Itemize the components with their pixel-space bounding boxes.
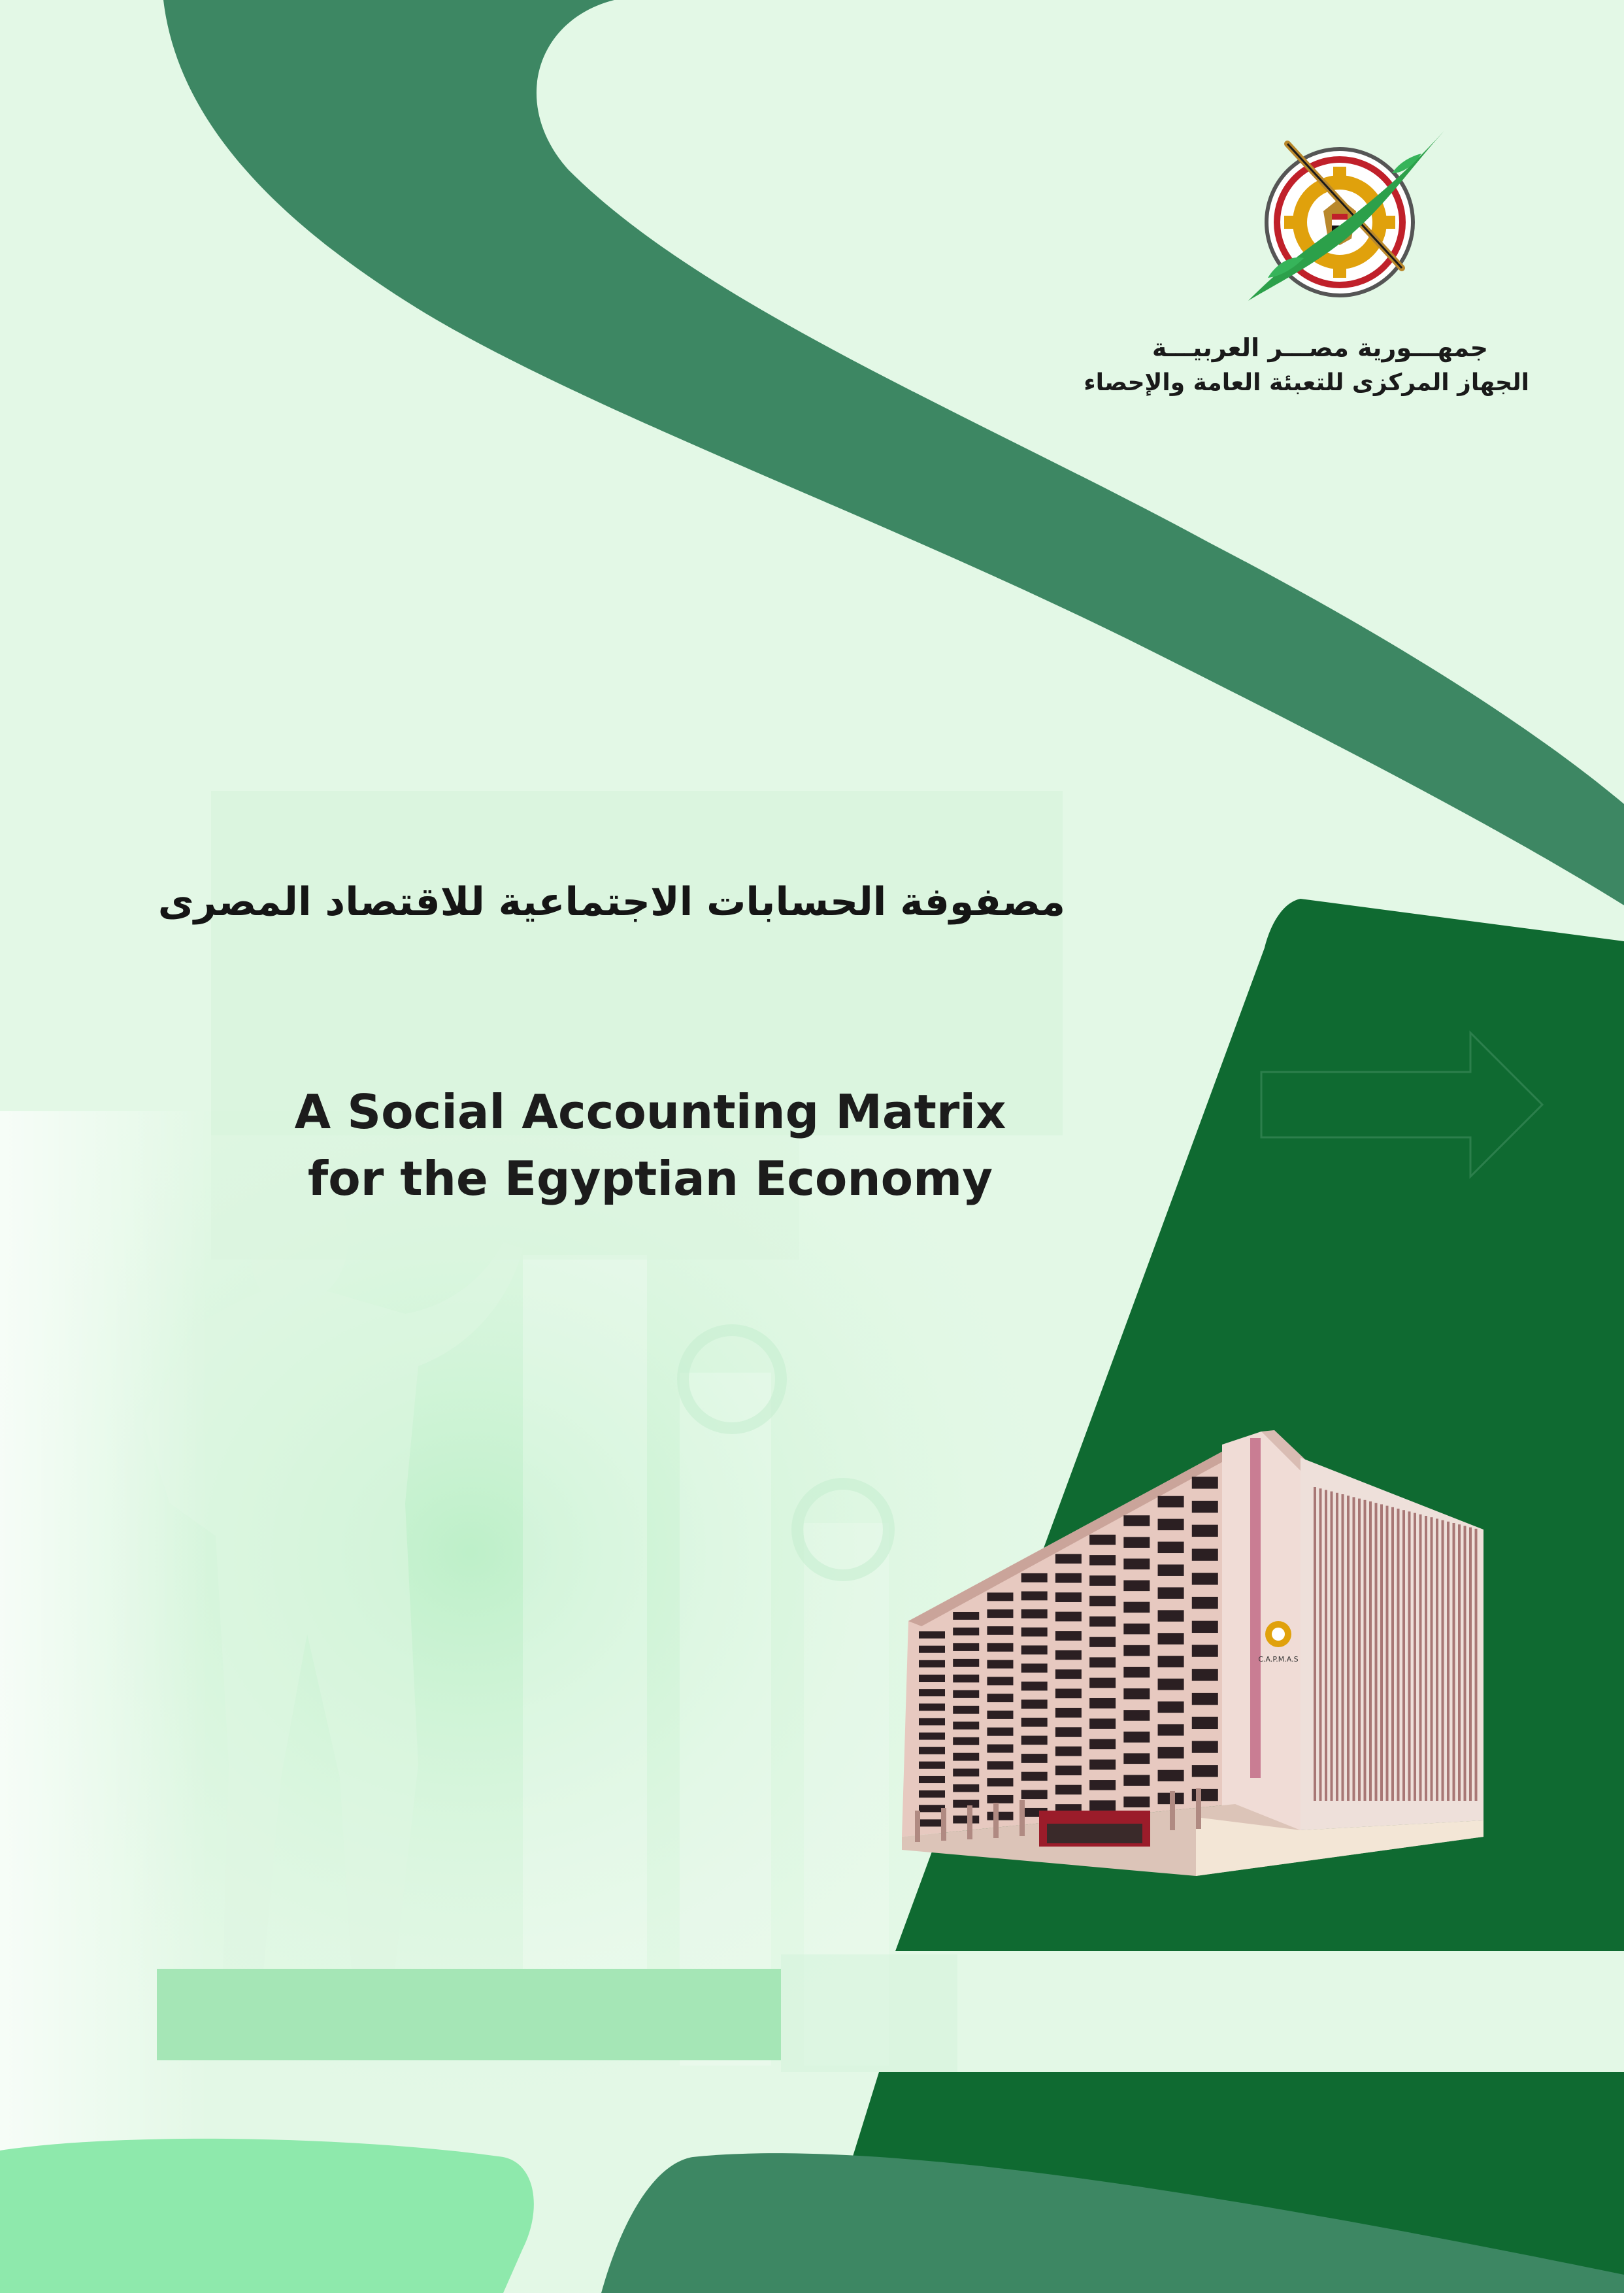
building-window	[1158, 1587, 1184, 1598]
building-window-strip	[1391, 1507, 1394, 1801]
building-window-strip	[1464, 1526, 1467, 1801]
capmas-emblem-icon	[1242, 127, 1457, 317]
building-window	[1055, 1554, 1082, 1564]
building-window	[1158, 1633, 1184, 1644]
building-window-strip	[1447, 1522, 1450, 1801]
building-window	[1021, 1772, 1048, 1781]
building-window-strip	[1436, 1518, 1438, 1801]
building-window-strip	[1358, 1499, 1361, 1801]
building-window-strip	[1453, 1523, 1455, 1801]
building-window	[953, 1690, 979, 1698]
building-window	[953, 1784, 979, 1792]
building-window-strip	[1369, 1501, 1372, 1801]
building-window	[1192, 1525, 1218, 1537]
building-window	[1055, 1747, 1082, 1756]
building-window	[987, 1592, 1013, 1601]
building-window-strip	[1458, 1524, 1461, 1801]
building-window	[987, 1745, 1013, 1753]
building-window	[1192, 1501, 1218, 1513]
building-window-strip	[1402, 1510, 1405, 1801]
building-window	[987, 1728, 1013, 1736]
white-fade	[0, 1111, 209, 2293]
building-window	[919, 1718, 945, 1725]
title-english-line-2: for the Egyptian Economy	[307, 1151, 993, 1206]
building-window	[1055, 1785, 1082, 1795]
building-window	[953, 1643, 979, 1651]
building-window	[1192, 1573, 1218, 1584]
building-window	[1089, 1800, 1116, 1811]
building-window	[1123, 1602, 1150, 1613]
building-window	[953, 1675, 979, 1682]
building-window	[1021, 1645, 1048, 1654]
building-window	[953, 1816, 979, 1824]
building-window	[953, 1628, 979, 1635]
building-window	[1021, 1664, 1048, 1673]
building-window	[1089, 1698, 1116, 1709]
bottom-left-wave	[0, 2139, 534, 2293]
agency-name: الجهاز المركزى للتعبئة العامة والإحصاء	[1084, 369, 1529, 396]
building-window	[987, 1626, 1013, 1635]
building-window-strip	[1442, 1520, 1444, 1801]
building-window-strip	[1414, 1513, 1416, 1801]
building-window	[1055, 1631, 1082, 1641]
building-window	[919, 1632, 945, 1639]
building-window	[919, 1675, 945, 1682]
building-window	[1158, 1724, 1184, 1735]
building-window	[1123, 1624, 1150, 1635]
building-window-strip	[1353, 1497, 1355, 1801]
building-window	[1021, 1718, 1048, 1727]
building-window	[919, 1703, 945, 1711]
building-window	[1123, 1710, 1150, 1721]
building-window	[1089, 1678, 1116, 1688]
building-window	[1158, 1564, 1184, 1575]
building-window	[987, 1643, 1013, 1652]
building-window	[1192, 1693, 1218, 1705]
building-window	[987, 1761, 1013, 1769]
building-window	[953, 1706, 979, 1714]
building-window	[987, 1694, 1013, 1702]
building-window	[1158, 1747, 1184, 1758]
building-window	[1021, 1609, 1048, 1618]
building-window	[1055, 1766, 1082, 1775]
building-window	[1089, 1657, 1116, 1667]
building-window	[987, 1609, 1013, 1618]
building-window	[1192, 1717, 1218, 1729]
building-window	[987, 1677, 1013, 1685]
building-window	[953, 1659, 979, 1667]
bottom-bar	[157, 1969, 781, 2060]
building-window	[987, 1778, 1013, 1786]
building-window	[1192, 1548, 1218, 1560]
building-window	[919, 1660, 945, 1667]
building-window-strip	[1469, 1528, 1472, 1801]
building-window	[953, 1737, 979, 1745]
building-window	[1123, 1797, 1150, 1808]
building-window	[1123, 1558, 1150, 1569]
building-window-strip	[1331, 1492, 1333, 1801]
building-window	[1089, 1637, 1116, 1647]
building-window	[1021, 1682, 1048, 1691]
building-window	[987, 1660, 1013, 1669]
building-window	[1021, 1592, 1048, 1601]
building-window	[1089, 1616, 1116, 1627]
building-window-strip	[1431, 1517, 1433, 1801]
building-window	[1158, 1701, 1184, 1713]
building-window	[1192, 1669, 1218, 1681]
building-window-strip	[1325, 1490, 1327, 1801]
building-window	[1055, 1688, 1082, 1698]
building-window	[1158, 1679, 1184, 1690]
building-window	[1158, 1542, 1184, 1553]
building-window	[1123, 1581, 1150, 1592]
building-window	[919, 1790, 945, 1798]
building-window	[1192, 1789, 1218, 1801]
building-window	[1089, 1535, 1116, 1545]
building-window	[1089, 1780, 1116, 1790]
building-window	[1123, 1775, 1150, 1786]
building-window	[1021, 1735, 1048, 1745]
building-window	[1123, 1688, 1150, 1699]
building-window	[1055, 1592, 1082, 1602]
building-window	[1123, 1753, 1150, 1764]
building-window-strip	[1342, 1494, 1344, 1801]
building-window	[1055, 1727, 1082, 1737]
bottom-bar-edge	[781, 1954, 957, 2072]
building-window	[919, 1747, 945, 1754]
building-window	[1158, 1656, 1184, 1667]
building-window-strip	[1386, 1506, 1389, 1801]
faint-bar	[680, 1373, 771, 2066]
building-window-strip	[1314, 1487, 1316, 1801]
capmas-building-illustration	[895, 1418, 1483, 1889]
building-window-strip	[1319, 1488, 1322, 1801]
building-window	[1192, 1621, 1218, 1633]
building-window	[1123, 1667, 1150, 1678]
building-window	[1089, 1575, 1116, 1586]
building-window	[953, 1612, 979, 1620]
title-arabic: مصفوفة الحسابات الاجتماعية للاقتصاد المصرى	[157, 879, 1065, 925]
building-window	[953, 1800, 979, 1808]
building-window	[1055, 1650, 1082, 1660]
building-window	[919, 1762, 945, 1769]
building-window	[1123, 1732, 1150, 1743]
building-window	[987, 1795, 1013, 1803]
building-window-strip	[1419, 1515, 1422, 1801]
building-window	[1089, 1596, 1116, 1607]
building-window	[1123, 1515, 1150, 1526]
building-window-strip	[1364, 1500, 1367, 1801]
building-window	[1089, 1718, 1116, 1729]
building-window-strip	[1425, 1516, 1427, 1801]
building-window	[919, 1776, 945, 1783]
building-window	[987, 1711, 1013, 1719]
building-window	[953, 1769, 979, 1777]
title-english-line-1: A Social Accounting Matrix	[294, 1084, 1006, 1139]
building-window	[1055, 1669, 1082, 1679]
building-window	[1123, 1537, 1150, 1548]
building-window	[1089, 1555, 1116, 1565]
building-window	[1158, 1770, 1184, 1781]
title-english	[216, 1079, 1085, 1212]
building-window	[1021, 1573, 1048, 1582]
building-window	[1192, 1645, 1218, 1656]
building-window	[1089, 1760, 1116, 1770]
building-window	[1055, 1612, 1082, 1622]
building-window	[953, 1722, 979, 1730]
country-name: جمهـــورية مصـــر العربيـــة	[1152, 333, 1489, 362]
building-window-strip	[1380, 1504, 1383, 1801]
building-window	[1021, 1699, 1048, 1709]
building-window-strip	[1375, 1503, 1378, 1801]
building-window	[1192, 1597, 1218, 1609]
building-window	[1158, 1496, 1184, 1507]
building-window	[1021, 1628, 1048, 1637]
building-window	[1055, 1573, 1082, 1583]
publisher-block	[1084, 330, 1529, 401]
building-window	[919, 1646, 945, 1653]
building-window	[919, 1689, 945, 1696]
building-window	[1192, 1741, 1218, 1752]
building-window	[953, 1753, 979, 1761]
building-window-strip	[1397, 1509, 1400, 1801]
building-window	[1158, 1519, 1184, 1530]
building-window-strip	[1347, 1496, 1350, 1801]
building-window	[987, 1812, 1013, 1820]
building-window	[1192, 1477, 1218, 1488]
building-window	[1021, 1754, 1048, 1763]
building-window	[919, 1733, 945, 1740]
building-window	[1158, 1610, 1184, 1621]
building-window-strip	[1408, 1511, 1411, 1801]
building-window	[1089, 1739, 1116, 1750]
building-sign-lettering: C.A.P.M.A.S	[1258, 1655, 1299, 1664]
faint-bar	[523, 1255, 647, 2059]
building-window	[1192, 1765, 1218, 1777]
building-window	[1021, 1790, 1048, 1799]
building-window-strip	[1475, 1529, 1478, 1801]
building-window-strip	[1336, 1493, 1338, 1801]
building-window	[1055, 1708, 1082, 1718]
building-window	[1123, 1645, 1150, 1656]
